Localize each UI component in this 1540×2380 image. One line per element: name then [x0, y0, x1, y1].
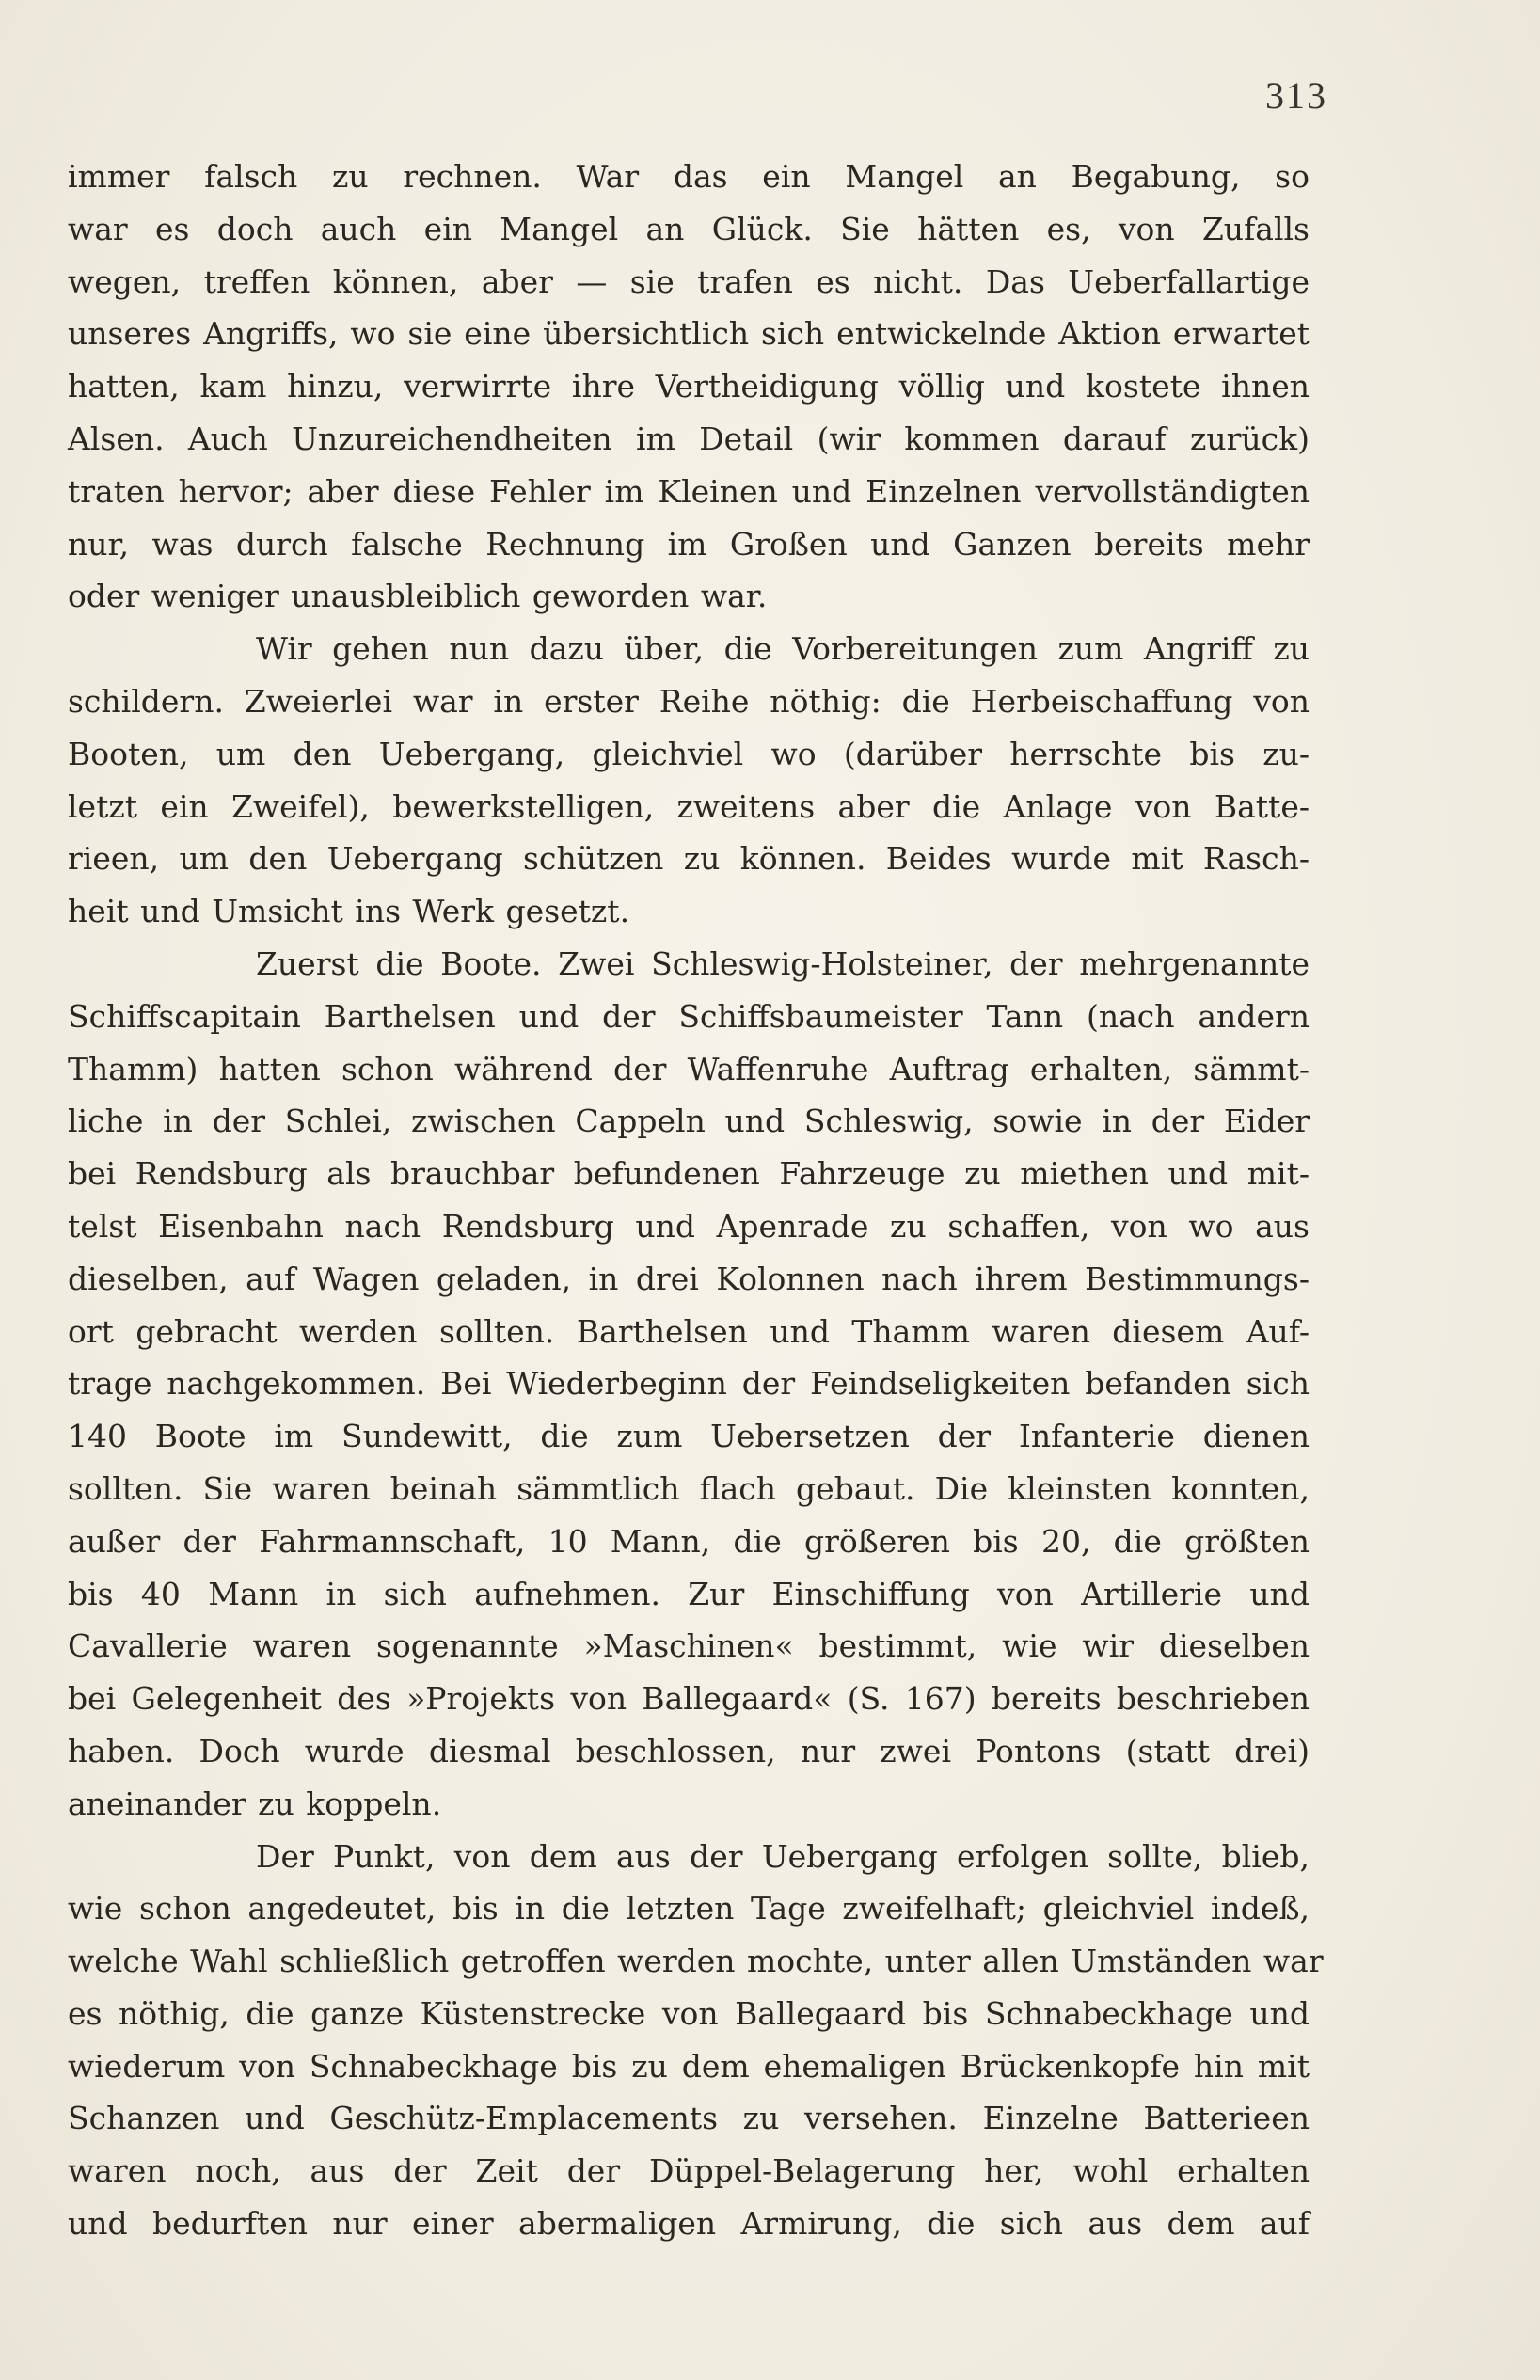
text-line: traten hervor; aber diese Fehler im Kleinen und Einzelnen vervollständigten [68, 472, 1310, 510]
text-line: Cavallerie waren sogenannte »Maschinen« bestimmt, wie wir dieselben [68, 1627, 1310, 1665]
text-line: Schanzen und Geschütz-Emplacements zu versehen. Einzelne Batterieen [68, 2100, 1310, 2137]
text-line: unseres Angriffs, wo sie eine übersichtlich sich entwickelnde Aktion erwartet [68, 315, 1310, 353]
text-line: Wir gehen nun dazu über, die Vorbereitungen zum Angriff zu [256, 630, 1310, 668]
text-line: rieen, um den Uebergang schützen zu können. Beides wurde mit Rasch- [68, 840, 1310, 878]
text-line: Booten, um den Uebergang, gleichviel wo (darüber herrschte bis zu- [68, 735, 1310, 772]
text-line: Alsen. Auch Unzureichendheiten im Detail (wir kommen darauf zurück) [68, 420, 1310, 457]
text-line: wie schon angedeutet, bis in die letzten Tage zweifelhaft; gleichviel indeß, [68, 1890, 1310, 1928]
text-line: Thamm) hatten schon während der Waffenruhe Auftrag erhalten, sämmt- [68, 1050, 1310, 1087]
text-line: heit und Umsicht ins Werk gesetzt. [68, 893, 630, 930]
text-line: dieselben, auf Wagen geladen, in drei Kolonnen nach ihrem Bestimmungs- [68, 1260, 1310, 1297]
text-line: bei Rendsburg als brauchbar befundenen Fahrzeuge zu miethen und mit- [68, 1155, 1310, 1193]
text-line: Zuerst die Boote. Zwei Schleswig-Holsteiner, der mehrgenannte [256, 944, 1310, 982]
text-line: schildern. Zweierlei war in erster Reihe nöthig: die Herbeischaffung von [68, 682, 1310, 720]
text-line: wiederum von Schnabeckhage bis zu dem ehemaligen Brückenkopfe hin mit [68, 2047, 1310, 2085]
text-line: außer der Fahrmannschaft, 10 Mann, die größeren bis 20, die größten [68, 1522, 1310, 1560]
text-line: haben. Doch wurde diesmal beschlossen, nur zwei Pontons (statt drei) [68, 1732, 1310, 1769]
text-line: war es doch auch ein Mangel an Glück. Sie hätten es, von Zufalls [68, 210, 1310, 247]
text-line: 140 Boote im Sundewitt, die zum Uebersetzen der Infanterie dienen [68, 1418, 1310, 1455]
text-line: aneinander zu koppeln. [68, 1785, 442, 1822]
text-line: waren noch, aus der Zeit der Düppel-Belagerung her, wohl erhalten [68, 2152, 1310, 2190]
text-line: letzt ein Zweifel), bewerkstelligen, zweitens aber die Anlage von Batte- [68, 787, 1310, 825]
page-number: 313 [1265, 74, 1327, 117]
text-line: bei Gelegenheit des »Projekts von Ballegaard« (S. 167) bereits beschrieben [68, 1680, 1310, 1718]
text-line: oder weniger unausbleiblich geworden war. [68, 578, 768, 615]
text-line: Schiffscapitain Barthelsen und der Schiffsbaumeister Tann (nach andern [68, 997, 1310, 1035]
text-line: es nöthig, die ganze Küstenstrecke von Ballegaard bis Schnabeckhage und [68, 1994, 1310, 2032]
text-line: sollten. Sie waren beinah sämmtlich flach gebaut. Die kleinsten konnten, [68, 1469, 1310, 1507]
text-line: liche in der Schlei, zwischen Cappeln und Schleswig, sowie in der Eider [68, 1103, 1310, 1140]
text-line: wegen, treffen können, aber — sie trafen es nicht. Das Ueberfallartige [68, 262, 1310, 300]
text-line: welche Wahl schließlich getroffen werden mochte, unter allen Umständen war [68, 1943, 1324, 1980]
text-line: und bedurften nur einer abermaligen Armirung, die sich aus dem auf [68, 2205, 1310, 2243]
text-line: nur, was durch falsche Rechnung im Großen und Ganzen bereits mehr [68, 525, 1310, 563]
text-line: Der Punkt, von dem aus der Uebergang erfolgen sollte, blieb, [256, 1837, 1310, 1875]
text-line: ort gebracht werden sollten. Barthelsen und Thamm waren diesem Auf- [68, 1312, 1310, 1350]
text-line: immer falsch zu rechnen. War das ein Mangel an Begabung, so [68, 158, 1310, 195]
text-line: telst Eisenbahn nach Rendsburg und Apenrade zu schaffen, von wo aus [68, 1207, 1310, 1245]
body-text [68, 151, 1324, 2250]
text-line: bis 40 Mann in sich aufnehmen. Zur Einschiffung von Artillerie und [68, 1575, 1310, 1612]
text-line: hatten, kam hinzu, verwirrte ihre Vertheidigung völlig und kostete ihnen [68, 368, 1310, 405]
text-line: trage nachgekommen. Bei Wiederbeginn der Feindseligkeiten befanden sich [68, 1365, 1310, 1403]
